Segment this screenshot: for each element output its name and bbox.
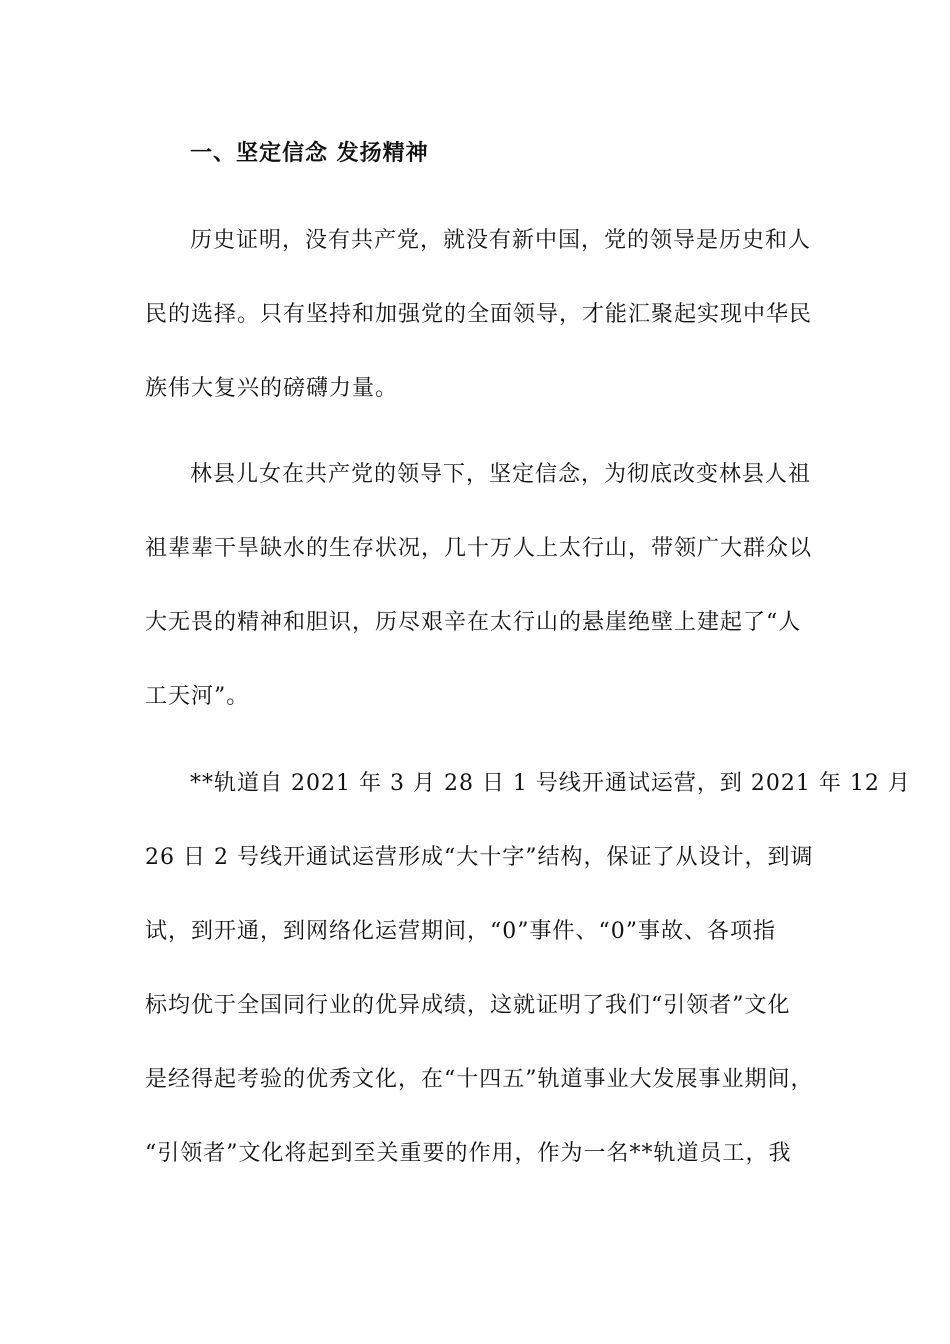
paragraph-1-line-2: 民的选择。只有坚持和加强党的全面领导，才能汇聚起实现中华民	[145, 302, 813, 327]
paragraph-2-line-1: 林县儿女在共产党的领导下，坚定信念，为彻底改变林县人祖	[190, 462, 812, 487]
paragraph-3-line-5: 是经得起考验的优秀文化，在“十四五”轨道事业大发展事业期间，	[145, 1067, 814, 1092]
paragraph-2-line-4: 工天河”。	[145, 684, 250, 709]
paragraph-2-line-2: 祖辈辈干旱缺水的生存状况，几十万人上太行山，带领广大群众以	[145, 536, 813, 561]
paragraph-3-line-4: 标均优于全国同行业的优异成绩，这就证明了我们“引领者”文化	[145, 993, 791, 1018]
paragraph-3-line-2: 26 日 2 号线开通试运营形成“大十字”结构，保证了从设计，到调	[145, 845, 814, 870]
paragraph-3-line-3: 试，到开通，到网络化运营期间，“0”事件、“0”事故、各项指	[145, 919, 776, 944]
paragraph-2-line-3: 大无畏的精神和胆识，历尽艰辛在太行山的悬崖绝壁上建起了“人	[145, 610, 802, 635]
paragraph-1-line-1: 历史证明，没有共产党，就没有新中国，党的领导是历史和人	[190, 228, 812, 253]
paragraph-3-line-1: **轨道自 2021 年 3 月 28 日 1 号线开通试运营，到 2021 年 12 月	[190, 771, 911, 796]
section-heading: 一、坚定信念 发扬精神	[190, 140, 429, 166]
paragraph-1-line-3: 族伟大复兴的磅礴力量。	[145, 376, 399, 401]
paragraph-3-line-6: “引领者”文化将起到至关重要的作用，作为一名**轨道员工，我	[145, 1141, 792, 1166]
